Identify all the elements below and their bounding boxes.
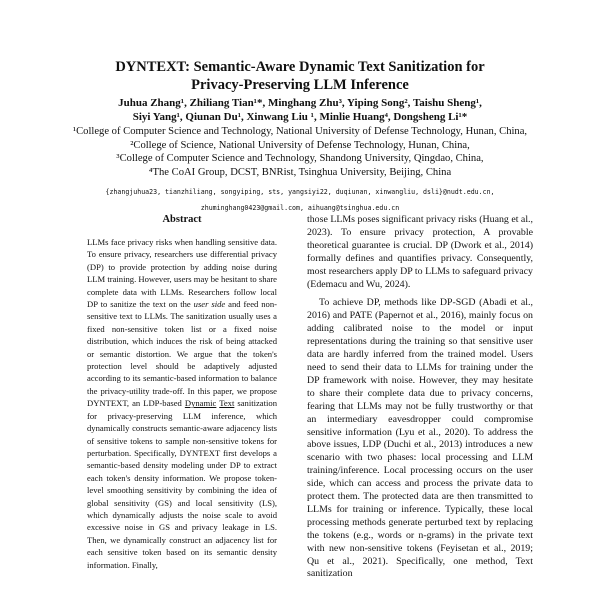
affiliation-list (0, 125, 600, 179)
abstract-italic-phrase: user side (193, 299, 226, 310)
title-line-1: DYNTEXT: Semantic-Aware Dynamic Text Sanitization for (115, 59, 485, 75)
emails-line-2: zhuminghang0423@gmail.com, aihuang@tsinghua.edu.cn (200, 204, 400, 212)
body-paragraph-2: To achieve DP, methods like DP-SGD (Abadi et al., 2016) and PATE (Papernot et al., 2016), mainly focus on adding calibrated noise to the model or input representations during the training so that sensitive user data are hardly inferred from the trained model. Users need to send their data to LLMs for training under the DP framework with noise. However, they may hesitate to share their complete data due to privacy concerns, fearing that LLMs may not be fully trustworthy or that an intermediary eavesdropper could compromise sensitive information (Lyu et al., 2020). To address the above issues, LDP (Duchi et al., 2013) introduces a new scenario with two phases: local processing and LLM training/inference. Local processing occurs on the user side, which can access and process the private data to protect them. The protected data are then transmitted to LLMs for training or inference. Typically, these local processing methods generate perturbed text by replacing the tokens (e.g., words or n-grams) in the private text with new non-sensitive tokens (Feyisetan et al., 2019; Qu et al., 2021). Specifically, one method, Text sanitization (307, 297, 533, 580)
paper-title (60, 58, 540, 94)
authors-line-1: Juhua Zhang¹, Zhiliang Tian¹*, Minghang Zhu³, Yiping Song², Taishu Sheng¹, (118, 97, 482, 109)
email-list (20, 184, 580, 216)
abstract-text (87, 236, 277, 571)
abstract-text-part-1: LLMs face privacy risks when handling sensitive data. To ensure privacy, researchers use differential privacy (DP) to provide protection by adding noise during LLM training. However, users may be hesitant to share complete data with LLMs. Researchers follow local DP to sanitize the text on the (87, 237, 277, 310)
abstract-underline-text: Text (219, 398, 235, 409)
affiliation-2: ²College of Science, National University of Defense Technology, Hunan, China, (130, 139, 470, 151)
author-list (50, 96, 550, 124)
authors-line-2: Siyi Yang¹, Qiunan Du¹, Xinwang Liu ¹, Minlie Huang⁴, Dongsheng Li¹* (132, 111, 468, 123)
affiliation-1: ¹College of Computer Science and Technology, National University of Defense Technology, Hunan, China, (72, 126, 528, 137)
abstract-heading: Abstract (162, 214, 202, 225)
title-line-2: Privacy-Preserving LLM Inference (191, 77, 409, 93)
affiliation-3: ³College of Computer Science and Technology, Shandong University, Qingdao, China, (116, 153, 484, 165)
emails-line-1: {zhangjuhua23, tianzhiliang, songyiping, sts, yangsiyi22, duqiunan, xinwangliu, dsli}@nudt.edu.cn, (105, 188, 495, 196)
body-paragraph-1: those LLMs poses significant privacy risks (Huang et al., 2023). To ensure privacy protection, A provable theoretical guarantee is crucial. DP (Dwork et al., 2014) formally defines and quantifies privacy. Consequently, most researchers apply DP to LLMs to safeguard privacy (Edemacu and Wu, 2024). (307, 214, 533, 290)
abstract-text-part-2: and feed non-sensitive text to LLMs. The sanitization usually uses a fixed non-sensitive token list or a fixed noise distribution, which induces the risk of being attacked or semantic distortion. We argue that the token's protection level should be adaptively adjusted according to its semantic-based information to balance the privacy-utility trade-off. In this paper, we propose DYNTEXT, an LDP-based (87, 299, 277, 409)
affiliation-4: ⁴The CoAI Group, DCST, BNRist, Tsinghua University, Beijing, China (148, 166, 452, 178)
abstract-text-part-3: sanitization for privacy-preserving LLM inference, which dynamically constructs semantic-aware adjacency lists of sensitive tokens to sample non-sensitive tokens for perturbation. Specifically, DYNTEXT first develops a semantic-based density modeling under DP to extract each token's density information. We propose token-level smoothing sensitivity by combining the idea of global sensitivity (GS) and local sensitivity (LS), which dynamically adjusts the noise scale to avoid excessive noise in GS and privacy leakage in LS. Then, we dynamically construct an adjacency list for each sensitive token based on its semantic density information. Finally, (87, 398, 277, 570)
left-column (87, 213, 277, 571)
abstract-underline-dynamic: Dynamic (184, 398, 217, 409)
right-column (307, 214, 533, 587)
